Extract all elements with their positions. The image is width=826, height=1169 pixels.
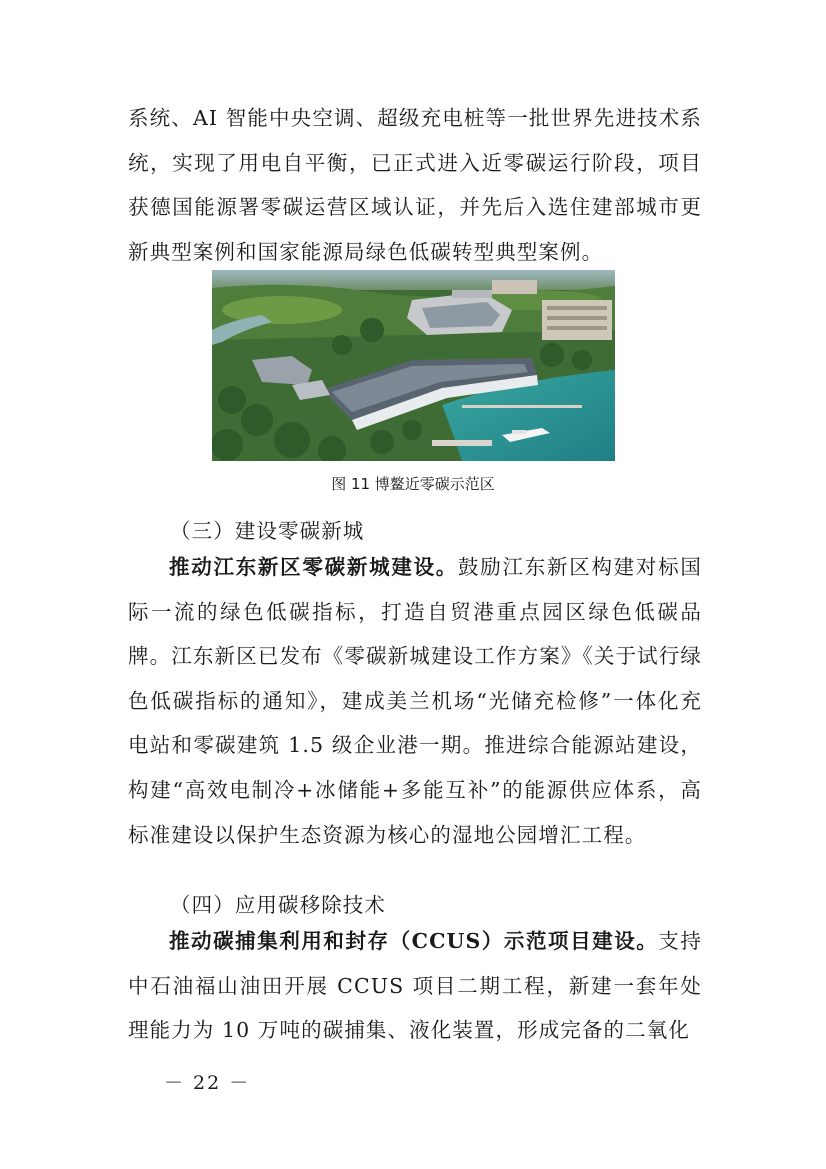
section4-lead: 推动碳捕集利用和封存（CCUS）示范项目建设。: [169, 929, 659, 953]
section-heading-4: （四）应用碳移除技术: [170, 893, 386, 917]
section3-lead: 推动江东新区零碳新城建设。: [169, 555, 459, 579]
figure-caption: 图 11 博鳌近零碳示范区: [331, 475, 495, 493]
section4-paragraph: [128, 919, 702, 1053]
aerial-resort-photo: [212, 270, 615, 461]
page-number: － 22 －: [164, 1072, 251, 1094]
section3-paragraph: [128, 545, 702, 857]
section4-body: 支持中石油福山油田开展 CCUS 项目二期工程，新建一套年处理能力为 10 万吨的碳捕集、液化装置，形成完备的二氧化: [128, 929, 702, 1043]
section3-body: 鼓励江东新区构建对标国际一流的绿色低碳指标，打造自贸港重点园区绿色低碳品牌。江东新区已发布《零碳新城建设工作方案》《关于试行绿色低碳指标的通知》，建成美兰机场“光储充检修”一体化充电站和零碳建筑 1.5 级企业港一期。推进综合能源站建设，构建“高效电制冷+冰储能+多能互补”的能源供应体系，高标准建设以保护生态资源为核心的湿地公园增汇工程。: [128, 555, 702, 847]
section-heading-3: （三）建设零碳新城: [170, 519, 365, 543]
paragraph-top: 系统、AI 智能中央空调、超级充电桩等一批世界先进技术系统，实现了用电自平衡，已正式进入近零碳运行阶段，项目获德国能源署零碳运营区域认证，并先后入选住建部城市更新典型案例和国家能源局绿色低碳转型典型案例。: [128, 106, 702, 264]
